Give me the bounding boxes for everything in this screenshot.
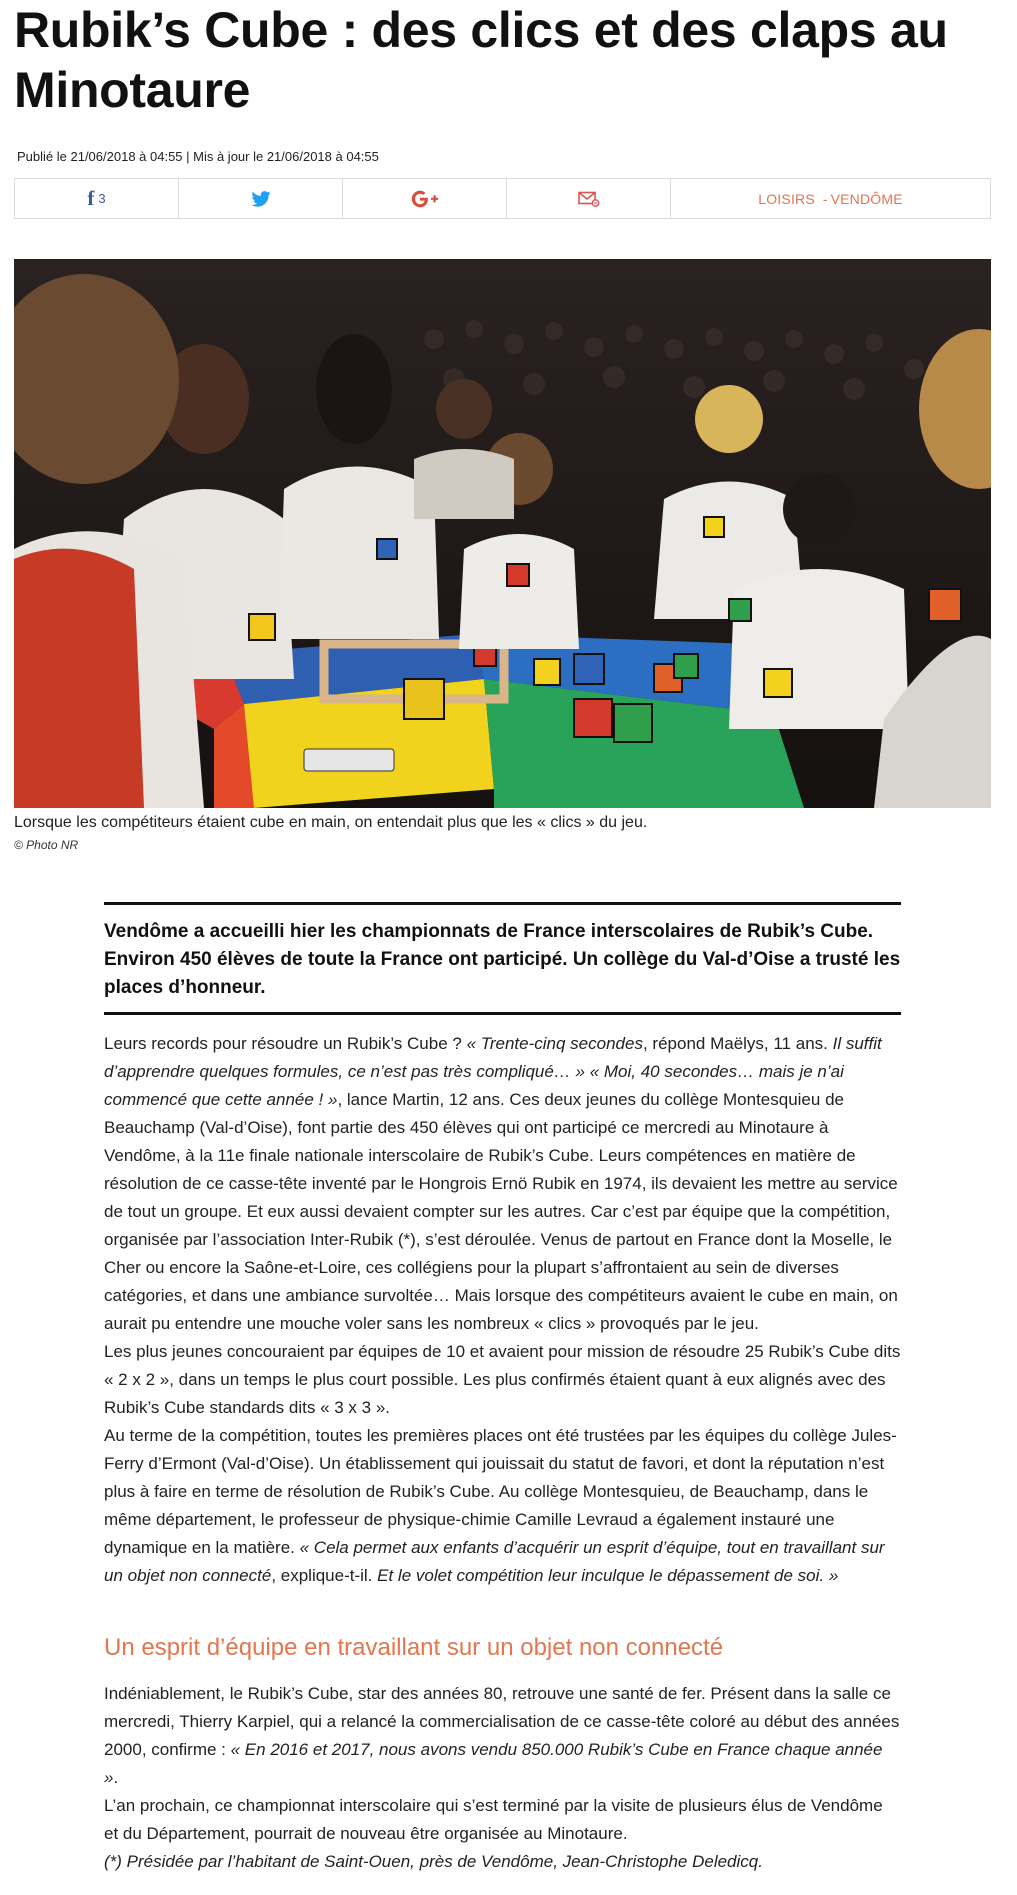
email-icon [578, 191, 600, 207]
paragraph-3 [104, 1422, 901, 1590]
twitter-icon [251, 191, 271, 207]
article-title: Rubik’s Cube : des clics et des claps au Minotaure [14, 2, 948, 118]
article-photo [14, 259, 991, 808]
paragraph-1-text-c: , répond Maëlys, 11 ans. [642, 1034, 833, 1053]
article-subheading: Un esprit d’équipe en travaillant sur un objet non connecté [104, 1634, 724, 1661]
paragraph-1-text-e: , lance Martin, 12 ans. Ces deux jeunes du collège Montesquieu de Beauchamp (Val-d’Oise), font partie des 450 élèves qui ont participé ce mercredi au Minotaure à Vendôme, à la 11e finale nationale interscolaire de Rubik’s Cube. Leurs compétences en matière de résolution de ce casse-tête inventé par le Hongrois Ernö Rubik en 1974, ils devaient les mettre au service de tout un groupe. Et eux aussi devaient compter sur les autres. Car c’est par équipe que la compétition, organisée par l’association Inter-Rubik (*), s’est déroulée. Venus de partout en France dont la Moselle, le Cher ou encore la Saône-et-Loire, ces collégiens pour la plupart s’affrontaient au sein de diverses catégories, et dans une ambiance survoltée… Mais lorsque des compétiteurs avaient le cube en main, on aurait pu entendre une mouche voler sans les nombreux « clics » provoqués par le jeu. [104, 1090, 898, 1333]
google-plus-share-button[interactable] [343, 179, 507, 218]
publication-dates: Publié le 21/06/2018 à 04:55 | Mis à jour le 21/06/2018 à 04:55 [17, 149, 379, 164]
footnote-text: (*) Présidée par l’habitant de Saint-Ouen, près de Vendôme, Jean-Christophe Deledicq. [104, 1852, 763, 1871]
email-share-button[interactable] [507, 179, 671, 218]
google-plus-icon [411, 190, 439, 208]
paragraph-3-text-c: , explique-t-il. [271, 1566, 378, 1585]
paragraph-1 [104, 1030, 901, 1338]
paragraph-4 [104, 1680, 901, 1792]
tag-separator: - [822, 190, 828, 207]
rubiks-competition-photo [14, 259, 991, 808]
quote-maelys-martin: Il suffit d’apprendre quelques formules, ce n’est pas très compliqué… » « Moi, 40 secondes… mais je n’ai commencé que cette année ! » [104, 1034, 882, 1109]
article-lead: Vendôme a accueilli hier les championnats de France interscolaires de Rubik’s Cube. Environ 450 élèves de toute la France ont participé. Un collège du Val-d’Oise a trusté les places d’honneur. [104, 902, 901, 1015]
article-tags [671, 179, 990, 218]
paragraph-4-text-c: . [113, 1768, 119, 1787]
paragraph-2: Les plus jeunes concouraient par équipes de 10 et avaient pour mission de résoudre 25 Rubik’s Cube dits « 2 x 2 », dans un temps le plus court possible. Les plus confirmés étaient quant à eux alignés avec des Rubik’s Cube standards dits « 3 x 3 ». [104, 1342, 901, 1417]
paragraph-4-text-a: Indéniablement, le Rubik’s Cube, star des années 80, retrouve une santé de fer. Présent dans la salle ce mercredi, Thierry Karpiel, qui a relancé la commercialisation de ce casse-tête coloré au début des années 2000, confirme : [104, 1684, 900, 1759]
tag-loisirs[interactable]: LOISIRS [758, 190, 815, 207]
photo-caption: Lorsque les compétiteurs étaient cube en main, on entendait plus que les « clics » du jeu. [14, 814, 648, 831]
photo-credit: © Photo NR [14, 838, 79, 852]
article-body [104, 1030, 901, 1590]
paragraph-3-text-a: Au terme de la compétition, toutes les premières places ont été trustées par les équipes du collège Jules-Ferry d’Ermont (Val-d’Oise). Un établissement qui jouissait du statut de favori, et dont la réputation n’est plus à faire en terme de résolution de Rubik’s Cube. Au collège Montesquieu, de Beauchamp, dans le même département, le professeur de physique-chimie Camille Levraud a également instauré une dynamique en la matière. [104, 1426, 897, 1557]
facebook-share-button[interactable] [15, 179, 179, 218]
quote-maelys-time: « Trente-cinq secondes [466, 1034, 643, 1053]
paragraph-1-text-a: Leurs records pour résoudre un Rubik’s Cube ? [104, 1034, 467, 1053]
quote-levraud-1: « Cela permet aux enfants d’acquérir un esprit d’équipe, tout en travaillant sur un objet non connecté [104, 1538, 885, 1585]
footnote [104, 1848, 901, 1876]
quote-levraud-2: Et le volet compétition leur inculque le dépassement de soi. » [377, 1566, 839, 1585]
article-body-continued [104, 1680, 901, 1876]
share-bar [14, 178, 991, 219]
facebook-share-count: 3 [98, 191, 106, 206]
quote-karpiel: « En 2016 et 2017, nous avons vendu 850.000 Rubik’s Cube en France chaque année » [104, 1740, 883, 1787]
twitter-share-button[interactable] [179, 179, 343, 218]
facebook-icon: f [87, 186, 95, 210]
paragraph-5: L’an prochain, ce championnat interscolaire qui s’est terminé par la visite de plusieurs élus de Vendôme et du Département, pourrait de nouveau être organisée au Minotaure. [104, 1796, 883, 1843]
tag-vendome[interactable]: VENDÔME [830, 190, 903, 207]
